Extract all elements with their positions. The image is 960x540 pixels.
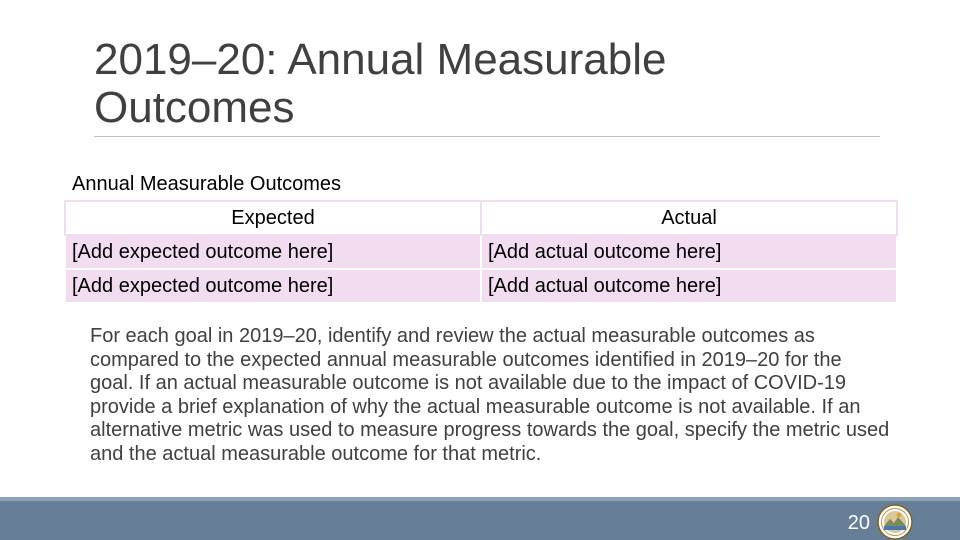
table-header-row	[65, 201, 897, 235]
page-number: 20	[847, 512, 870, 534]
header-actual: Actual	[481, 201, 897, 235]
footer-bar	[0, 497, 960, 540]
actual-outcome-cell[interactable]: [Add actual outcome here]	[481, 269, 897, 303]
table-row	[65, 235, 897, 269]
header-expected: Expected	[65, 201, 481, 235]
instructions-text: For each goal in 2019–20, identify and review the actual measurable outcomes as compared to the expected annual measurable outcomes identified in 2019–20 for the goal. If an actual measurable outcome is not available due to the impact of COVID-19 provide a brief explanation of why the actual measurable outcome is not available. If an alternative metric was used to measure progress towards the goal, specify the metric used and the actual measurable outcome for that metric.	[90, 325, 890, 465]
table-caption: Annual Measurable Outcomes	[72, 173, 342, 195]
expected-outcome-cell[interactable]: [Add expected outcome here]	[65, 235, 481, 269]
state-seal-icon	[877, 504, 913, 540]
actual-outcome-cell[interactable]: [Add actual outcome here]	[481, 235, 897, 269]
footer-accent-line	[0, 497, 960, 501]
outcomes-table	[64, 200, 898, 304]
title-divider	[94, 136, 880, 137]
expected-outcome-cell[interactable]: [Add expected outcome here]	[65, 269, 481, 303]
table-row	[65, 269, 897, 303]
slide-title: 2019–20: Annual Measurable Outcomes	[94, 35, 667, 132]
